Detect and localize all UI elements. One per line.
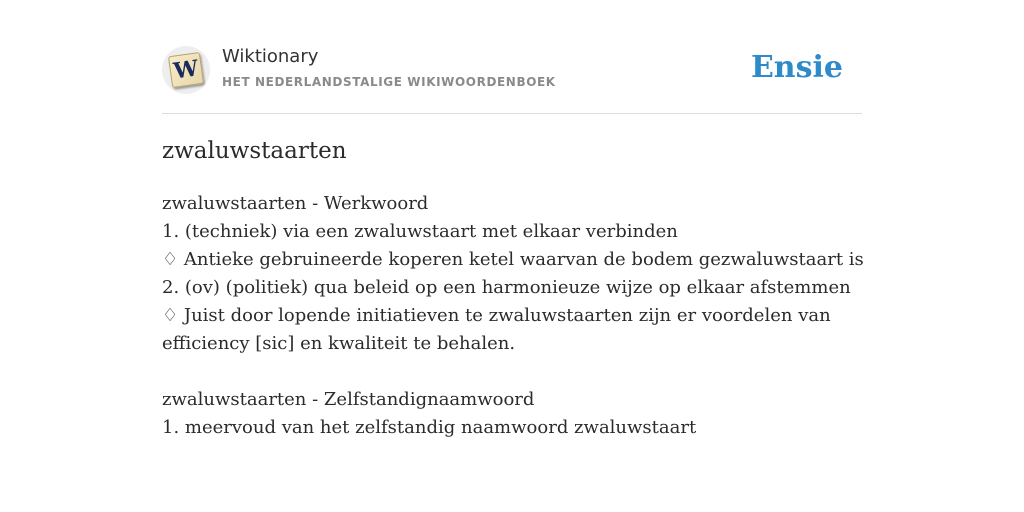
entry-heading: zwaluwstaarten - Zelfstandignaamwoord (162, 389, 535, 410)
entry-spacer (162, 358, 862, 386)
example-line: ♢ Juist door lopende initiatieven te zwaluwstaarten zijn er voordelen van efficiency [sic] en kwaliteit te behalen. (162, 305, 831, 354)
definition-line: 2. (ov) (politiek) qua beleid op een harmonieuze wijze op elkaar afstemmen (162, 277, 851, 298)
example-line: ♢ Antieke gebruineerde koperen ketel waarvan de bodem gezwaluwstaart is (162, 249, 864, 270)
wiktionary-logo[interactable] (162, 46, 210, 94)
page-title: zwaluwstaarten (162, 138, 347, 164)
definition-line: 1. meervoud van het zelfstandig naamwoord zwaluwstaart (162, 417, 697, 438)
entry-heading: zwaluwstaarten - Werkwoord (162, 193, 429, 214)
header (162, 0, 862, 114)
page-container (162, 0, 864, 438)
site-name[interactable]: Wiktionary (222, 46, 319, 67)
site-subtitle: HET NEDERLANDSTALIGE WIKIWOORDENBOEK (222, 75, 556, 89)
definition-line: 1. (techniek) via een zwaluwstaart met elkaar verbinden (162, 221, 678, 242)
w-tile-icon: W (168, 52, 204, 88)
definition-content (162, 190, 862, 442)
ensie-brand-link[interactable]: Ensie (750, 50, 843, 85)
entry-werkwoord (162, 190, 862, 358)
entry-zelfstandignaamwoord (162, 386, 862, 442)
